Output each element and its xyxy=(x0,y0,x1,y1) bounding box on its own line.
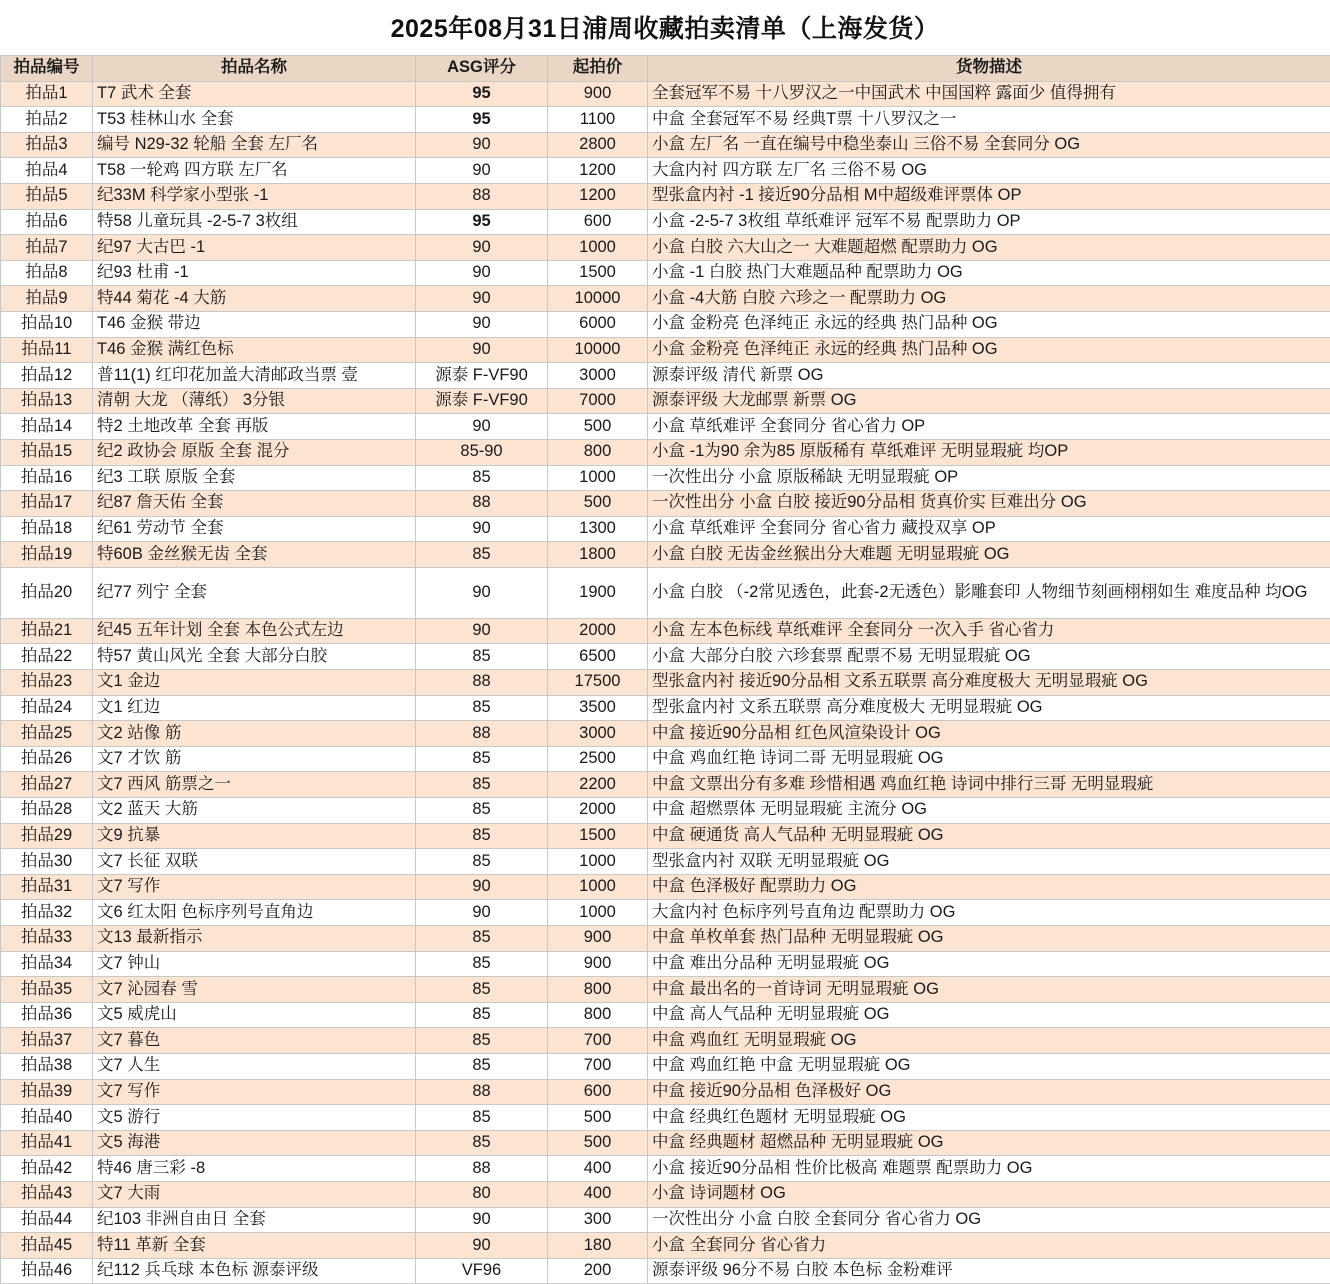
lot-asg-score: 88 xyxy=(416,1156,548,1182)
lot-asg-score: 90 xyxy=(416,260,548,286)
lot-description: 小盒 左厂名 一直在编号中稳坐泰山 三俗不易 全套同分 OG xyxy=(648,132,1330,158)
lot-id: 拍品30 xyxy=(1,849,93,875)
lot-description: 中盒 高人气品种 无明显瑕疵 OG xyxy=(648,1002,1330,1028)
table-row xyxy=(1,721,1330,747)
lot-start-price: 1200 xyxy=(548,158,648,184)
lot-name: T46 金猴 带边 xyxy=(93,311,416,337)
lot-id: 拍品18 xyxy=(1,516,93,542)
lot-description: 全套冠军不易 十八罗汉之一中国武术 中国国粹 露面少 值得拥有 xyxy=(648,81,1330,107)
lot-asg-score: 85 xyxy=(416,951,548,977)
lot-name: 文1 红边 xyxy=(93,695,416,721)
lot-asg-score: 85 xyxy=(416,1105,548,1131)
lot-description: 小盒 左本色标线 草纸难评 全套同分 一次入手 省心省力 xyxy=(648,618,1330,644)
lot-description: 小盒 金粉亮 色泽纯正 永远的经典 热门品种 OG xyxy=(648,337,1330,363)
table-row xyxy=(1,1105,1330,1131)
lot-asg-score: 85 xyxy=(416,823,548,849)
lot-id: 拍品9 xyxy=(1,286,93,312)
column-header-name: 拍品名称 xyxy=(93,56,416,82)
lot-name: 文5 威虎山 xyxy=(93,1002,416,1028)
lot-start-price: 800 xyxy=(548,977,648,1003)
table-row xyxy=(1,465,1330,491)
table-row xyxy=(1,235,1330,261)
lot-name: 编号 N29-32 轮船 全套 左厂名 xyxy=(93,132,416,158)
lot-start-price: 500 xyxy=(548,491,648,517)
table-row xyxy=(1,849,1330,875)
lot-start-price: 1900 xyxy=(548,567,648,618)
table-header xyxy=(1,56,1330,82)
table-row xyxy=(1,337,1330,363)
lot-asg-score: 90 xyxy=(416,235,548,261)
lot-name: 文5 游行 xyxy=(93,1105,416,1131)
lot-id: 拍品6 xyxy=(1,209,93,235)
lot-id: 拍品19 xyxy=(1,542,93,568)
lot-id: 拍品16 xyxy=(1,465,93,491)
table-row xyxy=(1,772,1330,798)
table-row xyxy=(1,951,1330,977)
lot-id: 拍品4 xyxy=(1,158,93,184)
lot-id: 拍品11 xyxy=(1,337,93,363)
lot-name: 文7 暮色 xyxy=(93,1028,416,1054)
lot-asg-score: 85 xyxy=(416,926,548,952)
lot-id: 拍品29 xyxy=(1,823,93,849)
lot-name: 文2 站像 筋 xyxy=(93,721,416,747)
lot-name: 文7 写作 xyxy=(93,874,416,900)
table-row xyxy=(1,695,1330,721)
lot-start-price: 6000 xyxy=(548,311,648,337)
lot-description: 中盒 鸡血红 无明显瑕疵 OG xyxy=(648,1028,1330,1054)
lot-start-price: 2000 xyxy=(548,798,648,824)
lot-id: 拍品21 xyxy=(1,618,93,644)
table-row xyxy=(1,542,1330,568)
lot-start-price: 600 xyxy=(548,1079,648,1105)
lot-start-price: 1000 xyxy=(548,900,648,926)
lot-description: 小盒 金粉亮 色泽纯正 永远的经典 热门品种 OG xyxy=(648,311,1330,337)
lot-description: 中盒 鸡血红艳 中盒 无明显瑕疵 OG xyxy=(648,1053,1330,1079)
lot-name: 文7 西风 筋票之一 xyxy=(93,772,416,798)
lot-id: 拍品5 xyxy=(1,183,93,209)
lot-description: 中盒 接近90分品相 红色风渲染设计 OG xyxy=(648,721,1330,747)
lot-id: 拍品44 xyxy=(1,1207,93,1233)
lot-name: 特57 黄山风光 全套 大部分白胶 xyxy=(93,644,416,670)
page-title: 2025年08月31日浦周收藏拍卖清单（上海发货） xyxy=(0,0,1330,55)
lot-name: 文7 钟山 xyxy=(93,951,416,977)
column-header-asg: ASG评分 xyxy=(416,56,548,82)
lot-start-price: 1500 xyxy=(548,823,648,849)
lot-start-price: 2500 xyxy=(548,746,648,772)
lot-asg-score: 85-90 xyxy=(416,439,548,465)
lot-asg-score: 85 xyxy=(416,465,548,491)
lot-start-price: 1000 xyxy=(548,874,648,900)
lot-id: 拍品27 xyxy=(1,772,93,798)
lot-start-price: 700 xyxy=(548,1028,648,1054)
lot-asg-score: 85 xyxy=(416,1130,548,1156)
lot-asg-score: 88 xyxy=(416,721,548,747)
lot-id: 拍品37 xyxy=(1,1028,93,1054)
lot-id: 拍品7 xyxy=(1,235,93,261)
lot-start-price: 900 xyxy=(548,81,648,107)
lot-start-price: 1500 xyxy=(548,260,648,286)
lot-start-price: 400 xyxy=(548,1156,648,1182)
column-header-desc: 货物描述 xyxy=(648,56,1330,82)
table-row xyxy=(1,746,1330,772)
lot-description: 小盒 大部分白胶 六珍套票 配票不易 无明显瑕疵 OG xyxy=(648,644,1330,670)
lot-asg-score: 85 xyxy=(416,644,548,670)
table-row xyxy=(1,388,1330,414)
lot-id: 拍品12 xyxy=(1,363,93,389)
lot-asg-score: 85 xyxy=(416,746,548,772)
lot-name: 文13 最新指示 xyxy=(93,926,416,952)
table-row xyxy=(1,516,1330,542)
lot-name: T46 金猴 满红色标 xyxy=(93,337,416,363)
lot-id: 拍品23 xyxy=(1,670,93,696)
lot-start-price: 10000 xyxy=(548,337,648,363)
lot-id: 拍品20 xyxy=(1,567,93,618)
lot-start-price: 2000 xyxy=(548,618,648,644)
lot-asg-score: 90 xyxy=(416,618,548,644)
lot-start-price: 180 xyxy=(548,1233,648,1259)
lot-description: 小盒 白胶 （-2常见透色，此套-2无透色）影雕套印 人物细节刻画栩栩如生 难度品种 均OG xyxy=(648,567,1330,618)
lot-asg-score: 90 xyxy=(416,158,548,184)
table-row xyxy=(1,1079,1330,1105)
lot-start-price: 10000 xyxy=(548,286,648,312)
lot-description: 小盒 诗词题材 OG xyxy=(648,1181,1330,1207)
lot-asg-score: 90 xyxy=(416,1233,548,1259)
lot-start-price: 400 xyxy=(548,1181,648,1207)
table-row xyxy=(1,900,1330,926)
lot-asg-score: 85 xyxy=(416,542,548,568)
table-row xyxy=(1,1233,1330,1259)
table-row xyxy=(1,311,1330,337)
lot-name: 纪3 工联 原版 全套 xyxy=(93,465,416,491)
lot-description: 小盒 -4大筋 白胶 六珍之一 配票助力 OG xyxy=(648,286,1330,312)
lot-description: 大盒内衬 色标序列号直角边 配票助力 OG xyxy=(648,900,1330,926)
lot-name: 文6 红太阳 色标序列号直角边 xyxy=(93,900,416,926)
lot-description: 小盒 -1为90 余为85 原版稀有 草纸难评 无明显瑕疵 均OP xyxy=(648,439,1330,465)
table-row xyxy=(1,414,1330,440)
lot-description: 小盒 全套同分 省心省力 xyxy=(648,1233,1330,1259)
lot-name: 文7 长征 双联 xyxy=(93,849,416,875)
lot-name: T7 武术 全套 xyxy=(93,81,416,107)
table-row xyxy=(1,132,1330,158)
lot-name: T58 一轮鸡 四方联 左厂名 xyxy=(93,158,416,184)
lot-description: 中盒 文票出分有多难 珍惜相遇 鸡血红艳 诗词中排行三哥 无明显瑕疵 xyxy=(648,772,1330,798)
lot-asg-score: 95 xyxy=(416,81,548,107)
lot-asg-score: 88 xyxy=(416,670,548,696)
lot-name: 纪93 杜甫 -1 xyxy=(93,260,416,286)
lot-id: 拍品3 xyxy=(1,132,93,158)
column-header-id: 拍品编号 xyxy=(1,56,93,82)
lot-id: 拍品42 xyxy=(1,1156,93,1182)
lot-description: 中盒 鸡血红艳 诗词二哥 无明显瑕疵 OG xyxy=(648,746,1330,772)
table-row xyxy=(1,618,1330,644)
table-row xyxy=(1,670,1330,696)
lot-name: T53 桂林山水 全套 xyxy=(93,107,416,133)
lot-id: 拍品14 xyxy=(1,414,93,440)
lot-start-price: 900 xyxy=(548,951,648,977)
table-row xyxy=(1,363,1330,389)
lot-start-price: 1000 xyxy=(548,465,648,491)
table-row xyxy=(1,1207,1330,1233)
table-row xyxy=(1,81,1330,107)
lot-start-price: 3000 xyxy=(548,363,648,389)
lot-start-price: 1000 xyxy=(548,235,648,261)
lot-asg-score: 88 xyxy=(416,491,548,517)
lot-id: 拍品34 xyxy=(1,951,93,977)
lot-name: 纪97 大古巴 -1 xyxy=(93,235,416,261)
lot-description: 小盒 白胶 六大山之一 大难题超燃 配票助力 OG xyxy=(648,235,1330,261)
lot-start-price: 1000 xyxy=(548,849,648,875)
table-row xyxy=(1,439,1330,465)
lot-asg-score: 90 xyxy=(416,132,548,158)
lot-description: 大盒内衬 四方联 左厂名 三俗不易 OG xyxy=(648,158,1330,184)
lot-asg-score: 85 xyxy=(416,1028,548,1054)
table-row xyxy=(1,1156,1330,1182)
lot-id: 拍品39 xyxy=(1,1079,93,1105)
lot-asg-score: 90 xyxy=(416,286,548,312)
lot-asg-score: 90 xyxy=(416,874,548,900)
lot-asg-score: 95 xyxy=(416,209,548,235)
lot-start-price: 600 xyxy=(548,209,648,235)
lot-start-price: 2800 xyxy=(548,132,648,158)
lot-name: 文5 海港 xyxy=(93,1130,416,1156)
lot-description: 型张盒内衬 接近90分品相 文系五联票 高分难度极大 无明显瑕疵 OG xyxy=(648,670,1330,696)
lot-description: 中盒 超燃票体 无明显瑕疵 主流分 OG xyxy=(648,798,1330,824)
table-row xyxy=(1,977,1330,1003)
lot-asg-score: 85 xyxy=(416,977,548,1003)
lot-asg-score: 90 xyxy=(416,1207,548,1233)
lot-asg-score: 90 xyxy=(416,567,548,618)
lot-start-price: 7000 xyxy=(548,388,648,414)
lot-name: 纪2 政协会 原版 全套 混分 xyxy=(93,439,416,465)
lot-name: 文1 金边 xyxy=(93,670,416,696)
lot-name: 文2 蓝天 大筋 xyxy=(93,798,416,824)
lot-id: 拍品41 xyxy=(1,1130,93,1156)
lot-id: 拍品17 xyxy=(1,491,93,517)
lot-description: 中盒 接近90分品相 色泽极好 OG xyxy=(648,1079,1330,1105)
lot-description: 中盒 经典红色题材 无明显瑕疵 OG xyxy=(648,1105,1330,1131)
lot-id: 拍品15 xyxy=(1,439,93,465)
lot-id: 拍品28 xyxy=(1,798,93,824)
lot-id: 拍品22 xyxy=(1,644,93,670)
lot-description: 一次性出分 小盒 原版稀缺 无明显瑕疵 OP xyxy=(648,465,1330,491)
lot-description: 源泰评级 96分不易 白胶 本色标 金粉难评 xyxy=(648,1258,1330,1284)
lot-id: 拍品25 xyxy=(1,721,93,747)
lot-start-price: 3000 xyxy=(548,721,648,747)
lot-id: 拍品1 xyxy=(1,81,93,107)
table-row xyxy=(1,209,1330,235)
lot-id: 拍品32 xyxy=(1,900,93,926)
lot-start-price: 1800 xyxy=(548,542,648,568)
table-row xyxy=(1,491,1330,517)
lot-description: 中盒 经典题材 超燃品种 无明显瑕疵 OG xyxy=(648,1130,1330,1156)
table-row xyxy=(1,1130,1330,1156)
lot-start-price: 6500 xyxy=(548,644,648,670)
lot-id: 拍品40 xyxy=(1,1105,93,1131)
table-row xyxy=(1,260,1330,286)
lot-name: 普11(1) 红印花加盖大清邮政当票 壹 xyxy=(93,363,416,389)
table-row xyxy=(1,183,1330,209)
table-row xyxy=(1,926,1330,952)
table-row xyxy=(1,1002,1330,1028)
lot-name: 特2 土地改革 全套 再版 xyxy=(93,414,416,440)
lot-id: 拍品33 xyxy=(1,926,93,952)
table-body xyxy=(1,81,1330,1284)
lot-name: 文7 大雨 xyxy=(93,1181,416,1207)
lot-start-price: 800 xyxy=(548,1002,648,1028)
lot-description: 型张盒内衬 -1 接近90分品相 M中超级难评票体 OP xyxy=(648,183,1330,209)
table-row xyxy=(1,1053,1330,1079)
lot-id: 拍品38 xyxy=(1,1053,93,1079)
lot-id: 拍品36 xyxy=(1,1002,93,1028)
lot-description: 型张盒内衬 双联 无明显瑕疵 OG xyxy=(648,849,1330,875)
lot-description: 中盒 色泽极好 配票助力 OG xyxy=(648,874,1330,900)
lot-name: 纪45 五年计划 全套 本色公式左边 xyxy=(93,618,416,644)
lot-asg-score: 85 xyxy=(416,1002,548,1028)
lot-asg-score: 源泰 F-VF90 xyxy=(416,388,548,414)
lot-id: 拍品8 xyxy=(1,260,93,286)
lot-asg-score: 90 xyxy=(416,900,548,926)
lot-id: 拍品46 xyxy=(1,1258,93,1284)
header-row xyxy=(1,56,1330,82)
lot-start-price: 1300 xyxy=(548,516,648,542)
lot-asg-score: 88 xyxy=(416,183,548,209)
lot-description: 小盒 -2-5-7 3枚组 草纸难评 冠军不易 配票助力 OP xyxy=(648,209,1330,235)
table-row xyxy=(1,158,1330,184)
lot-description: 小盒 草纸难评 全套同分 省心省力 OP xyxy=(648,414,1330,440)
lot-description: 小盒 草纸难评 全套同分 省心省力 藏投双享 OP xyxy=(648,516,1330,542)
auction-table xyxy=(0,55,1330,1284)
lot-name: 纪77 列宁 全套 xyxy=(93,567,416,618)
lot-description: 中盒 最出名的一首诗词 无明显瑕疵 OG xyxy=(648,977,1330,1003)
lot-description: 小盒 -1 白胶 热门大难题品种 配票助力 OG xyxy=(648,260,1330,286)
lot-start-price: 500 xyxy=(548,414,648,440)
lot-asg-score: 85 xyxy=(416,1053,548,1079)
lot-name: 纪103 非洲自由日 全套 xyxy=(93,1207,416,1233)
lot-name: 纪61 劳动节 全套 xyxy=(93,516,416,542)
lot-name: 特58 儿童玩具 -2-5-7 3枚组 xyxy=(93,209,416,235)
column-header-price: 起拍价 xyxy=(548,56,648,82)
lot-description: 中盒 全套冠军不易 经典T票 十八罗汉之一 xyxy=(648,107,1330,133)
lot-asg-score: 源泰 F-VF90 xyxy=(416,363,548,389)
lot-start-price: 200 xyxy=(548,1258,648,1284)
lot-name: 特60B 金丝猴无齿 全套 xyxy=(93,542,416,568)
lot-asg-score: 95 xyxy=(416,107,548,133)
lot-name: 清朝 大龙 （薄纸） 3分银 xyxy=(93,388,416,414)
lot-id: 拍品35 xyxy=(1,977,93,1003)
lot-start-price: 1200 xyxy=(548,183,648,209)
lot-asg-score: 90 xyxy=(416,414,548,440)
lot-start-price: 500 xyxy=(548,1130,648,1156)
lot-description: 型张盒内衬 文系五联票 高分难度极大 无明显瑕疵 OG xyxy=(648,695,1330,721)
table-row xyxy=(1,644,1330,670)
lot-id: 拍品24 xyxy=(1,695,93,721)
lot-description: 源泰评级 大龙邮票 新票 OG xyxy=(648,388,1330,414)
lot-name: 文7 才饮 筋 xyxy=(93,746,416,772)
lot-start-price: 17500 xyxy=(548,670,648,696)
lot-name: 纪87 詹天佑 全套 xyxy=(93,491,416,517)
lot-id: 拍品43 xyxy=(1,1181,93,1207)
lot-id: 拍品2 xyxy=(1,107,93,133)
lot-start-price: 800 xyxy=(548,439,648,465)
lot-asg-score: 88 xyxy=(416,1079,548,1105)
lot-asg-score: 85 xyxy=(416,695,548,721)
lot-description: 中盒 单枚单套 热门品种 无明显瑕疵 OG xyxy=(648,926,1330,952)
lot-asg-score: VF96 xyxy=(416,1258,548,1284)
table-row xyxy=(1,107,1330,133)
lot-name: 文7 写作 xyxy=(93,1079,416,1105)
lot-asg-score: 85 xyxy=(416,849,548,875)
table-row xyxy=(1,567,1330,618)
lot-description: 源泰评级 清代 新票 OG xyxy=(648,363,1330,389)
lot-description: 小盒 白胶 无齿金丝猴出分大难题 无明显瑕疵 OG xyxy=(648,542,1330,568)
lot-id: 拍品26 xyxy=(1,746,93,772)
lot-asg-score: 90 xyxy=(416,516,548,542)
table-row xyxy=(1,874,1330,900)
lot-id: 拍品10 xyxy=(1,311,93,337)
lot-start-price: 500 xyxy=(548,1105,648,1131)
table-row xyxy=(1,823,1330,849)
lot-name: 纪112 兵乓球 本色标 源泰评级 xyxy=(93,1258,416,1284)
table-row xyxy=(1,798,1330,824)
table-row xyxy=(1,286,1330,312)
lot-name: 特46 唐三彩 -8 xyxy=(93,1156,416,1182)
lot-name: 文9 抗暴 xyxy=(93,823,416,849)
lot-start-price: 1100 xyxy=(548,107,648,133)
lot-name: 特44 菊花 -4 大筋 xyxy=(93,286,416,312)
lot-description: 一次性出分 小盒 白胶 接近90分品相 货真价实 巨难出分 OG xyxy=(648,491,1330,517)
lot-description: 中盒 硬通货 高人气品种 无明显瑕疵 OG xyxy=(648,823,1330,849)
lot-asg-score: 90 xyxy=(416,311,548,337)
lot-asg-score: 90 xyxy=(416,337,548,363)
lot-asg-score: 85 xyxy=(416,772,548,798)
lot-start-price: 300 xyxy=(548,1207,648,1233)
lot-id: 拍品13 xyxy=(1,388,93,414)
lot-start-price: 2200 xyxy=(548,772,648,798)
lot-asg-score: 80 xyxy=(416,1181,548,1207)
lot-description: 一次性出分 小盒 白胶 全套同分 省心省力 OG xyxy=(648,1207,1330,1233)
lot-start-price: 3500 xyxy=(548,695,648,721)
lot-name: 文7 沁园春 雪 xyxy=(93,977,416,1003)
lot-name: 特11 革新 全套 xyxy=(93,1233,416,1259)
lot-id: 拍品31 xyxy=(1,874,93,900)
lot-description: 中盒 难出分品种 无明显瑕疵 OG xyxy=(648,951,1330,977)
lot-start-price: 700 xyxy=(548,1053,648,1079)
lot-name: 纪33M 科学家小型张 -1 xyxy=(93,183,416,209)
lot-name: 文7 人生 xyxy=(93,1053,416,1079)
table-row xyxy=(1,1028,1330,1054)
lot-asg-score: 85 xyxy=(416,798,548,824)
table-row xyxy=(1,1181,1330,1207)
lot-description: 小盒 接近90分品相 性价比极高 难题票 配票助力 OG xyxy=(648,1156,1330,1182)
lot-id: 拍品45 xyxy=(1,1233,93,1259)
lot-start-price: 900 xyxy=(548,926,648,952)
